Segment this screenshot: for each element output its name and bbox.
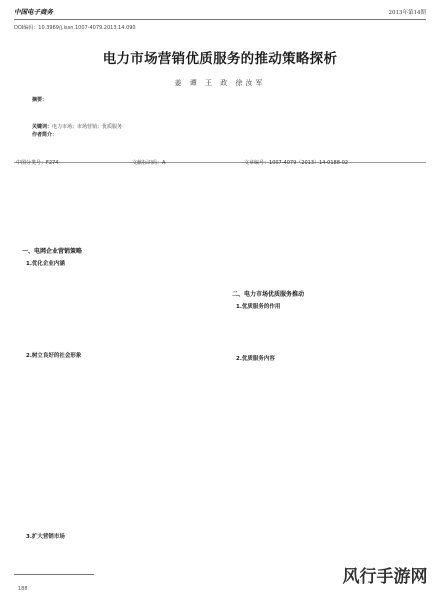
subsection-heading-1-2: 2.树立良好的社会形象 — [26, 353, 82, 359]
abstract-label: 摘要： — [32, 97, 48, 103]
page-number: 188 — [18, 586, 28, 592]
subsection-heading-2-2: 2.优质服务内容 — [236, 356, 275, 362]
classification-row — [14, 159, 426, 166]
journal-logo: 中国电子商务 — [14, 8, 53, 16]
clc-number: 中图分类号：F274 — [16, 160, 59, 166]
author-line: 姜 谭 王 政 徐汝军 — [174, 79, 266, 87]
issue-info: 2013年第14期 — [388, 10, 426, 16]
author-intro-label: 作者简介： — [32, 132, 58, 138]
keywords-value: 电力市场；市场营销；优质服务 — [52, 124, 123, 130]
subsection-heading-2-1: 1.优质服务的作用 — [236, 304, 281, 310]
article-number: 文章编号：1007-4079（2013）14-0188-02 — [244, 160, 349, 166]
section-heading-2: 二、电力市场优质服务推动 — [232, 291, 305, 298]
keywords-label: 关键词： — [32, 124, 53, 130]
running-header — [14, 7, 426, 20]
doi-line: DOI编码：10.3969/j.issn.1007-4079.2013.14.090 — [14, 25, 136, 31]
author-introduction — [32, 131, 408, 147]
abstract — [32, 96, 408, 120]
footnote-rule — [14, 574, 94, 575]
section-heading-1: 一、电网企业营销策略 — [22, 248, 83, 255]
site-watermark-logo — [338, 552, 432, 596]
article-title: 电力市场营销优质服务的推动策略探析 — [102, 51, 338, 67]
subsection-heading-1-1: 1.优化企业内涵 — [26, 261, 65, 267]
keywords — [32, 123, 408, 131]
subsection-heading-1-3: 3.扩大营销市场 — [26, 534, 65, 540]
document-code: 文献标识码：A — [132, 160, 166, 166]
watermark-text: 风行手游网 — [342, 567, 428, 587]
